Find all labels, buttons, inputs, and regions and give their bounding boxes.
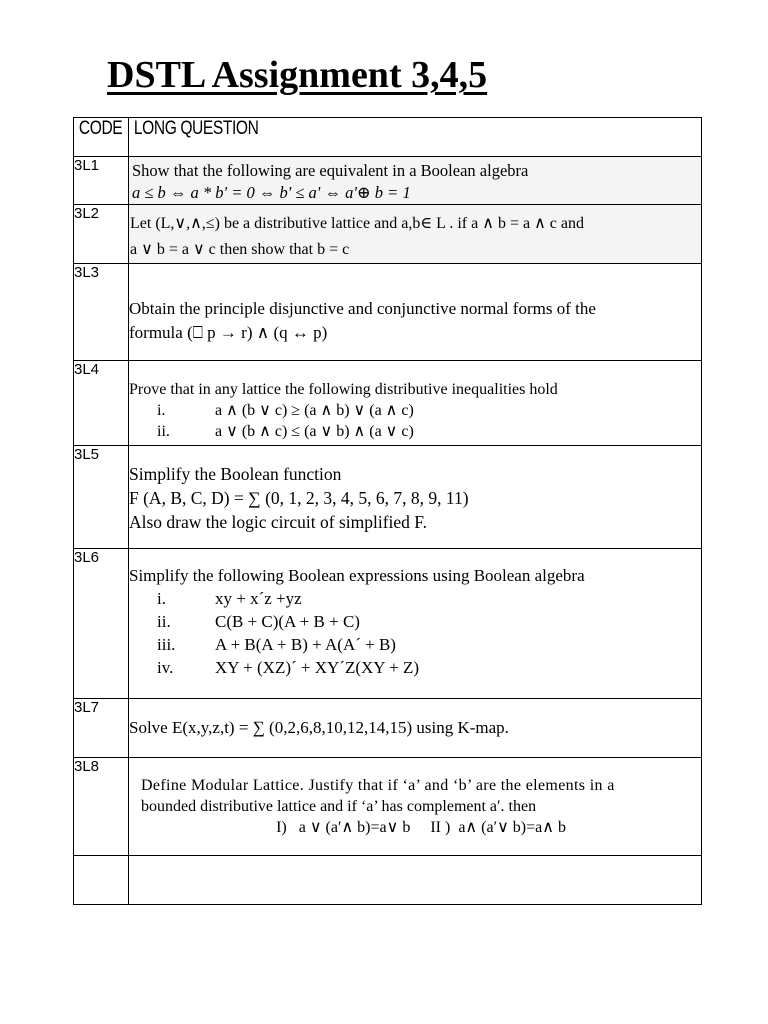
item-number: ii. (157, 423, 170, 440)
page-title: DSTL Assignment 3,4,5 (107, 54, 488, 96)
question-text (129, 157, 702, 205)
list-item (129, 633, 701, 656)
list-item (129, 610, 701, 633)
question-code (74, 856, 129, 905)
question-line: Solve E(x,y,z,t) = ∑ (0,2,6,8,10,12,14,15) using K-map. (129, 718, 509, 737)
question-code: 3L2 (74, 205, 129, 264)
question-line: Also draw the logic circuit of simplified F. (129, 512, 427, 532)
question-text (129, 361, 702, 446)
item-text: C(B + C)(A + B + C) (215, 612, 360, 631)
table-row (74, 549, 702, 699)
item-number: iii. (157, 635, 176, 654)
table-row (74, 856, 702, 905)
question-code: 3L7 (74, 699, 129, 758)
table-row (74, 758, 702, 856)
question-line: Prove that in any lattice the following distributive inequalities hold (129, 381, 558, 398)
question-text (129, 549, 702, 699)
question-line: formula (⎕ p → r) ∧ (q ↔ p) (129, 323, 328, 342)
question-text (129, 264, 702, 361)
header-code: CODE (74, 118, 129, 157)
question-line: Simplify the following Boolean expressions using Boolean algebra (129, 566, 585, 585)
item-text: a ∨ (b ∧ c) ≤ (a ∨ b) ∧ (a ∨ c) (215, 423, 414, 440)
table-row (74, 264, 702, 361)
question-line: Simplify the Boolean function (129, 464, 342, 484)
question-text (129, 699, 702, 758)
question-line: bounded distributive lattice and if ‘a’ has complement a′. then (141, 798, 537, 815)
item-number: iv. (157, 658, 174, 677)
list-item (129, 400, 701, 421)
question-code: 3L4 (74, 361, 129, 446)
question-text (129, 856, 702, 905)
question-code: 3L3 (74, 264, 129, 361)
question-line: I) a ∨ (a′∧ b)=a∨ b II ) a∧ (a′∨ b)=a∧ b (276, 819, 566, 836)
list-item (129, 421, 701, 442)
question-line: Let (L,∨,∧,≤) be a distributive lattice and a,b∈ L . if a ∧ b = a ∧ c and (130, 215, 584, 232)
item-text: XY + (XZ)´ + XY´Z(XY + Z) (215, 658, 420, 677)
question-line: a ≤ b ⇔ a * b' = 0 ⇔ b' ≤ a' ⇔ a'⊕ b = 1 (132, 183, 411, 202)
item-text: xy + x´z +yz (215, 589, 302, 608)
item-text: a ∧ (b ∨ c) ≥ (a ∧ b) ∨ (a ∧ c) (215, 402, 414, 419)
question-code: 3L8 (74, 758, 129, 856)
table-row (74, 361, 702, 446)
question-code: 3L5 (74, 446, 129, 549)
assignment-table (73, 117, 702, 905)
question-text (129, 205, 702, 264)
table-row (74, 205, 702, 264)
question-line: Show that the following are equivalent in a Boolean algebra (132, 161, 529, 180)
list-item (129, 587, 701, 610)
question-line: F (A, B, C, D) = ∑ (0, 1, 2, 3, 4, 5, 6, 7, 8, 9, 11) (129, 488, 469, 508)
question-code: 3L1 (74, 157, 129, 205)
item-number: i. (157, 402, 166, 419)
question-line: a ∨ b = a ∨ c then show that b = c (130, 241, 350, 258)
item-number: ii. (157, 612, 171, 631)
item-number: i. (157, 589, 166, 608)
question-line: Define Modular Lattice. Justify that if ‘a’ and ‘b’ are the elements in a (141, 777, 615, 794)
question-text (129, 446, 702, 549)
table-row (74, 157, 702, 205)
question-code: 3L6 (74, 549, 129, 699)
table-header-row (74, 118, 702, 157)
table-row (74, 446, 702, 549)
header-long-question: LONG QUESTION (129, 118, 702, 157)
question-text (129, 758, 702, 856)
table-row (74, 699, 702, 758)
list-item (129, 656, 701, 679)
question-line: Obtain the principle disjunctive and conjunctive normal forms of the (129, 299, 596, 318)
item-text: A + B(A + B) + A(A´ + B) (215, 635, 396, 654)
